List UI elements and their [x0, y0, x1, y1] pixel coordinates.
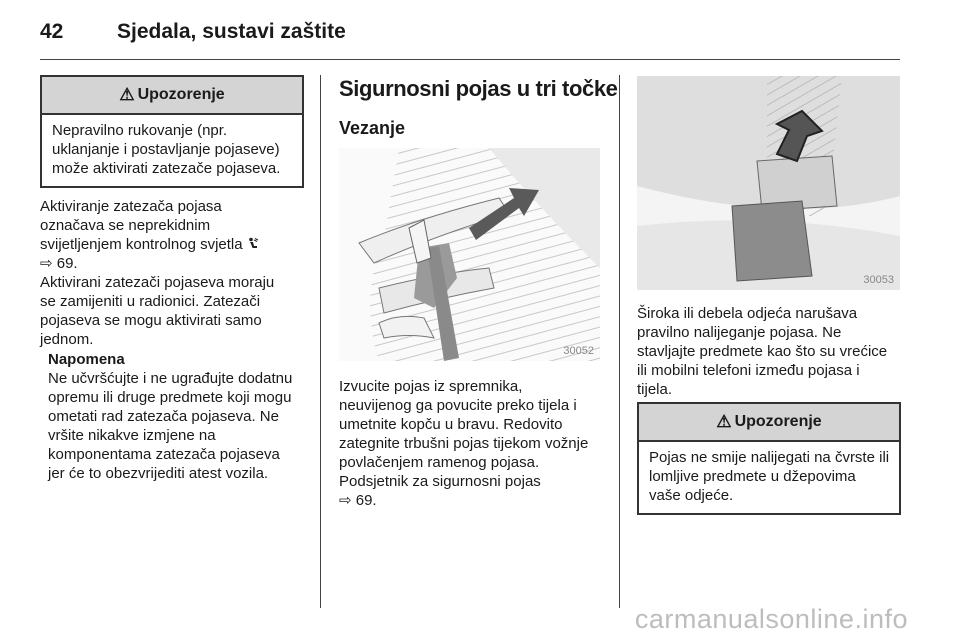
seatbelt-fastening-illustration: [339, 148, 600, 361]
warning-triangle-icon: ⚠: [119, 85, 135, 104]
text-line: ometati rad zatezača pojaseva. Ne: [48, 408, 279, 425]
text-line: vršite nikakve izmjene na: [48, 427, 216, 444]
warning-title: Upozorenje: [137, 86, 225, 103]
reference-arrow-icon: ⇨: [40, 255, 53, 272]
note-block: [48, 350, 313, 483]
text-line: jer će to obezvrijediti atest vozila.: [48, 465, 269, 482]
text-line: Aktivirani zatezači pojaseva moraju: [40, 274, 275, 291]
header-rule: [40, 59, 900, 60]
text-line: pravilno nalijeganje pojasa. Ne: [637, 324, 842, 341]
warning-text: Pojas ne smije nalijegati na čvrste ili lomljive predmete u džepovima vaše odjeće.: [649, 449, 890, 504]
reference-arrow-icon: ⇨: [339, 492, 352, 509]
column-divider-1: [320, 75, 321, 608]
text-line: umetnite kopču u bravu. Redovito: [339, 416, 563, 433]
airbag-warning-light-icon: [247, 237, 259, 251]
text-line: opremu ili druge predmete koji mogu: [48, 389, 292, 406]
buckle-illustration: [637, 76, 900, 290]
clothing-paragraph: [637, 304, 907, 399]
text-line: zategnite trbušni pojas tijekom vožnje: [339, 435, 589, 452]
page-number: 42: [40, 20, 64, 43]
illustration-drawing: [339, 148, 600, 361]
text-line: tijela.: [637, 381, 673, 398]
text-line: ili mobilni telefoni između pojasa i: [637, 362, 860, 379]
text-line: Ne učvršćujte i ne ugrađujte dodatnu: [48, 370, 293, 387]
warning-triangle-icon: ⚠: [716, 412, 732, 431]
pretensioner-paragraph: [40, 197, 310, 349]
text-line: se zamijeniti u radionici. Zatezači: [40, 293, 261, 310]
fastening-paragraph: [339, 377, 614, 510]
text-line: neuvijenog ga povucite preko tijela i: [339, 397, 577, 414]
text-line: Široka ili debela odjeća narušava: [637, 305, 858, 322]
text-line: stavljajte predmete kao što su vrećice: [637, 343, 888, 360]
warning-box: [40, 75, 304, 188]
illustration-drawing: [637, 76, 900, 290]
text-line: označava se neprekidnim: [40, 217, 211, 234]
section-subheading: Vezanje: [339, 118, 406, 138]
figure-number: 30053: [863, 274, 894, 286]
warning-text: Nepravilno rukovanje (npr. uklanjanje i postavljanje pojaseve) može aktivirati zatezače pojaseva.: [52, 122, 281, 177]
figure-number: 30052: [563, 345, 594, 357]
text-line: Aktiviranje zatezača pojasa: [40, 198, 222, 215]
page-reference: ⇨ 69.: [339, 492, 377, 509]
column-divider-2: [619, 75, 620, 608]
page-title: Sjedala, sustavi zaštite: [117, 20, 346, 43]
warning-box: [637, 402, 901, 515]
text-line: jednom.: [40, 331, 94, 348]
text-line: komponentama zatezača pojaseva: [48, 446, 280, 463]
section-heading: Sigurnosni pojas u tri točke: [339, 76, 618, 101]
warning-header: [42, 77, 302, 115]
text-line: svijetljenjem kontrolnog svjetla: [40, 235, 310, 254]
text-line: Izvucite pojas iz spremnika,: [339, 378, 523, 395]
note-title: Napomena: [48, 351, 125, 368]
warning-title: Upozorenje: [734, 413, 822, 430]
watermark: carmanualsonline.info: [634, 604, 908, 634]
warning-header: [639, 404, 899, 442]
page-reference: ⇨ 69.: [40, 255, 78, 272]
text-line: Podsjetnik za sigurnosni pojas: [339, 473, 541, 490]
text-line: povlačenjem ramenog pojasa.: [339, 454, 540, 471]
text-line: pojaseva se mogu aktivirati samo: [40, 312, 262, 329]
